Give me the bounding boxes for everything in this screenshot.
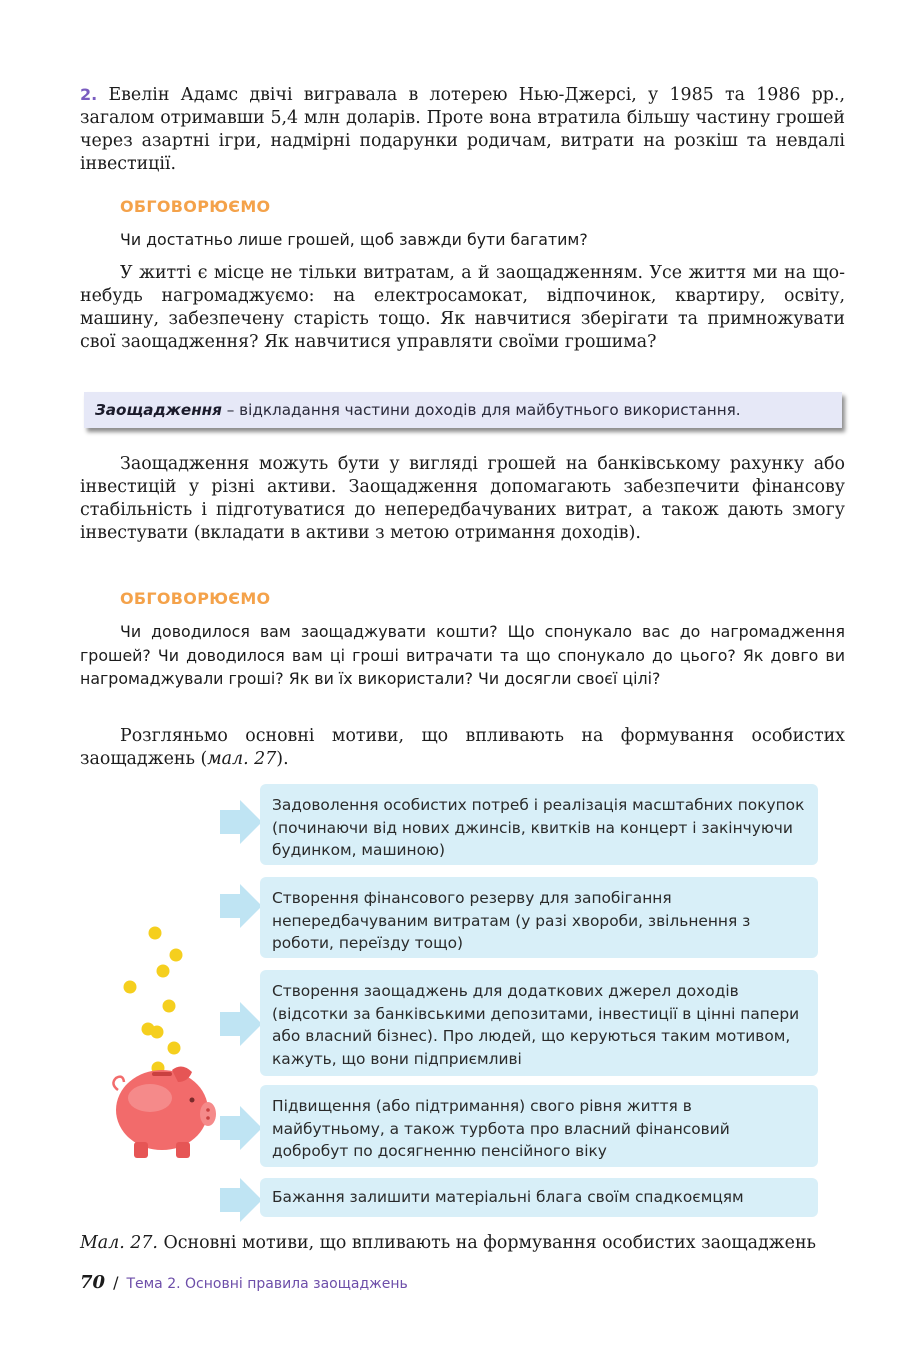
arrow-4-icon	[220, 1106, 262, 1150]
question-1-text: Чи достатньо лише грошей, щоб завжди бути багатим?	[120, 230, 588, 249]
question-1	[80, 228, 845, 252]
paragraph-savings-forms: Заощадження можуть бути у вигляді грошей на банківському рахунку або інвестицій у різні активи. Заощадження допомагають забезпечити фінансову стабільність і підготуватися до непередбачуваних витрат, а також дають змогу інвестувати (вкладати в активи з метою отримання доходів).	[80, 454, 845, 543]
motive-card-5: Бажання залишити матеріальні блага своїм спадкоємцям	[260, 1178, 818, 1217]
footer-separator: /	[113, 1273, 119, 1292]
page-number: 70	[80, 1272, 106, 1293]
paragraph-evelyn-text: Евелін Адамс двічі вигравала в лотерею Нью-Джерсі, у 1985 та 1986 рр., загалом отримавши 5,4 млн доларів. Проте вона втратила більшу частину грошей через азартні ігри, надмірні подарунки родичам, витрати на розкіш та невдалі інвестиції.	[80, 85, 845, 174]
definition-term: Заощадження	[95, 401, 222, 419]
motives-intro-end: ).	[276, 749, 289, 769]
figure-caption	[80, 1233, 845, 1253]
motive-card-3: Створення заощаджень для додаткових джерел доходів (відсотки за банківськими депозитами, інвестиції в цінні папери або власний бізнес). Про людей, що керуються таким мотивом, кажуть, що вони підприємливі	[260, 970, 818, 1076]
caption-label: Мал. 27.	[80, 1233, 158, 1253]
motives-intro-text: Розгляньмо основні мотиви, що впливають на формування особистих заощаджень (	[80, 726, 845, 769]
item-number: 2.	[80, 85, 98, 104]
paragraph-motives-intro	[80, 725, 845, 771]
discuss-heading-1: ОБГОВОРЮЄМО	[120, 197, 271, 216]
definition-text: – відкладання частини доходів для майбутнього використання.	[221, 401, 741, 419]
arrow-5-icon	[220, 1178, 262, 1222]
figure-ref: мал. 27	[207, 749, 277, 769]
definition-box	[84, 392, 842, 428]
paragraph-discussion-questions: Чи доводилося вам заощаджувати кошти? Що спонукало вас до нагромадження грошей? Чи доводилося вам ці гроші витрачати та що спонукало до цього? Як довго ви нагромаджували гроші? Як ви їх використали? Чи досягли своєї цілі?	[80, 622, 845, 688]
arrow-1-icon	[220, 800, 262, 844]
footer-topic: Тема 2. Основні правила заощаджень	[126, 1276, 408, 1292]
motive-card-2: Створення фінансового резерву для запобігання непередбачуваним витратам (у разі хвороби, звільнення з роботи, переїзду тощо)	[260, 877, 818, 958]
discuss-heading-2: ОБГОВОРЮЄМО	[120, 589, 271, 608]
caption-text: Основні мотиви, що впливають на формування особистих заощаджень	[157, 1233, 817, 1253]
page-footer	[80, 1272, 408, 1293]
motive-card-1: Задоволення особистих потреб і реалізація масштабних покупок (починаючи від нових джинсів, квитків на концерт і закінчуючи будинком, машиною)	[260, 784, 818, 865]
paragraph-savings-life: У житті є місце не тільки витратам, а й заощадженням. Усе життя ми на що-небудь нагромаджуємо: на електросамокат, відпочинок, квартиру, освіту, машину, забезпечену старість тощо. Як навчитися зберігати та примножувати свої заощадження? Як навчитися управляти своїми грошима?	[80, 263, 845, 352]
coin-icons	[124, 927, 183, 1075]
motive-card-4: Підвищення (або підтримання) свого рівня життя в майбутньому, а також турбота про власний фінансовий добробут по досягненню пенсійного віку	[260, 1085, 818, 1167]
piggy-bank-icon	[100, 920, 220, 1170]
arrow-2-icon	[220, 884, 262, 928]
arrow-3-icon	[220, 1002, 262, 1046]
paragraph-evelyn	[80, 83, 845, 176]
